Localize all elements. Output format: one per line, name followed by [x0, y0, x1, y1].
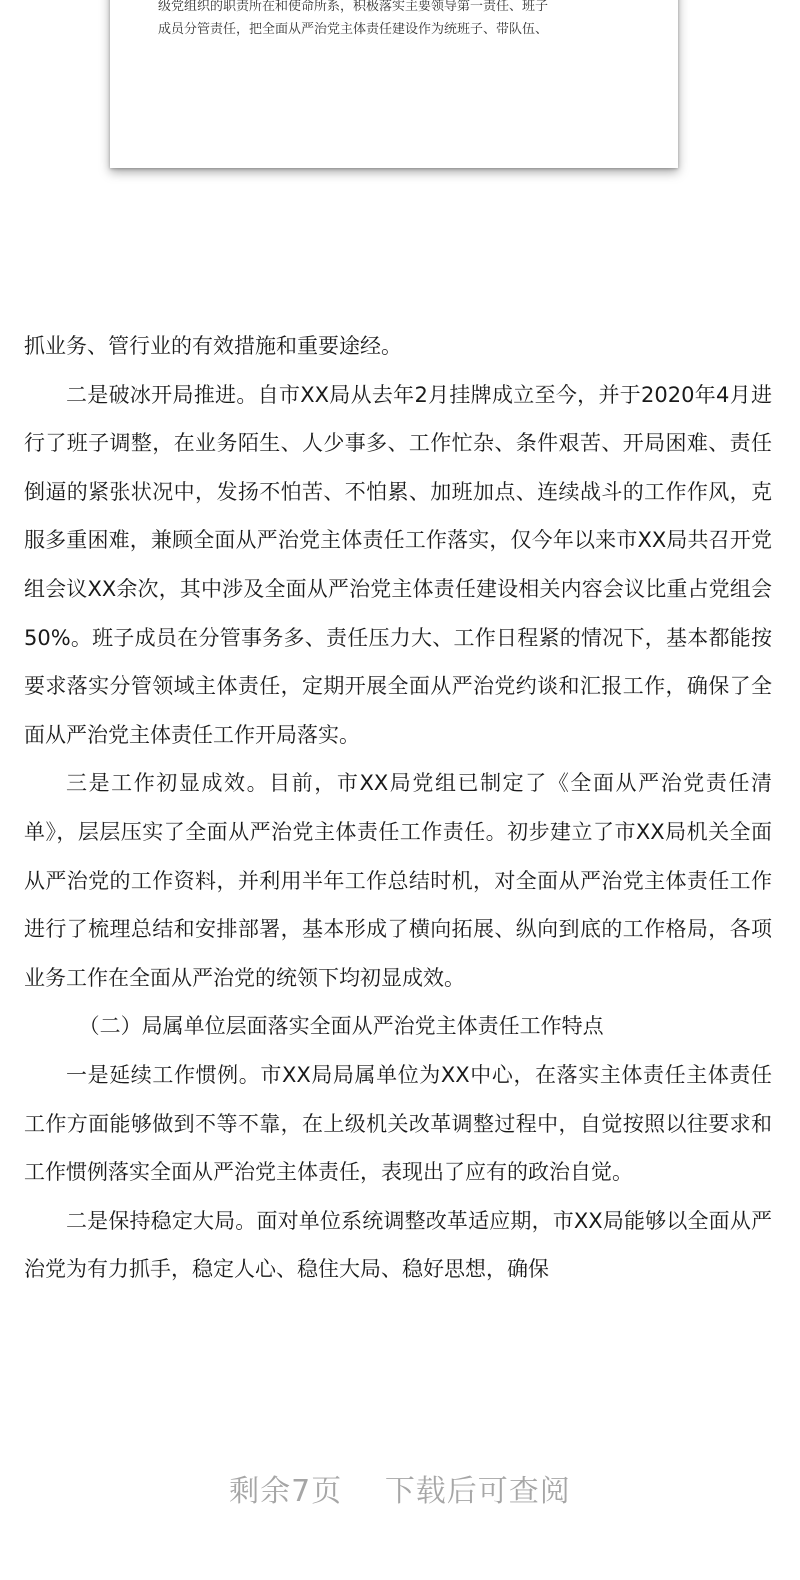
- paragraph-initial-results: 三是工作初显成效。目前，市XX局党组已制定了《全面从严治党责任清单》，层层压实了全面从严治党主体责任工作责任。初步建立了市XX局机关全面从严治党的工作资料，并利用半年工作总结时机，对全面从严治党主体责任工作进行了梳理总结和安排部署，基本形成了横向拓展、纵向到底的工作格局，各项业务工作在全面从严治党的统领下均初显成效。: [24, 771, 772, 990]
- preview-card-text: [158, 0, 648, 41]
- paragraph-breaking-ice: 二是破冰开局推进。自市XX局从去年2月挂牌成立至今，并于2020年4月进行了班子调整，在业务陌生、人少事多、工作忙杂、条件艰苦、开局困难、责任倒逼的紧张状况中，发扬不怕苦、不怕累、加班加点、连续战斗的工作作风，克服多重困难，兼顾全面从严治党主体责任工作落实，仅今年以来市XX局共召开党组会议XX余次，其中涉及全面从严治党主体责任建设相关内容会议比重占党组会50%。班子成员在分管事务多、责任压力大、工作日程紧的情况下，基本都能按要求落实分管领域主体责任，定期开展全面从严治党约谈和汇报工作，确保了全面从严治党主体责任工作开局落实。: [24, 382, 772, 747]
- preview-card-line: 成员分管责任，把全面从严治党主体责任建设作为统班子、带队伍、: [158, 22, 549, 37]
- download-prompt-banner[interactable]: [0, 1466, 800, 1510]
- section-heading: （二）局属单位层面落实全面从严治党主体责任工作特点: [78, 1014, 604, 1039]
- paragraph-continue-practice: 一是延续工作惯例。市XX局局属单位为XX中心，在落实主体责任主体责任工作方面能够做到不等不靠，在上级机关改革调整过程中，自觉按照以往要求和工作惯例落实全面从严治党主体责任，表现出了应有的政治自觉。: [24, 1062, 772, 1185]
- remaining-pages-label: 剩余7页: [229, 1474, 343, 1509]
- paragraph-maintain-stability: 二是保持稳定大局。面对单位系统调整改革适应期，市XX局能够以全面从严治党为有力抓手，稳定人心、稳住大局、稳好思想，确保: [24, 1208, 772, 1282]
- preview-card-line: 级党组织的职责所在和使命所系，积极落实主要领导第一责任、班子: [158, 0, 549, 14]
- preview-page-card: [110, 0, 678, 168]
- document-body: [24, 322, 772, 1294]
- download-hint-label[interactable]: 下载后可查阅: [384, 1474, 571, 1509]
- paragraph-continuation: 抓业务、管行业的有效措施和重要途经。: [24, 334, 402, 358]
